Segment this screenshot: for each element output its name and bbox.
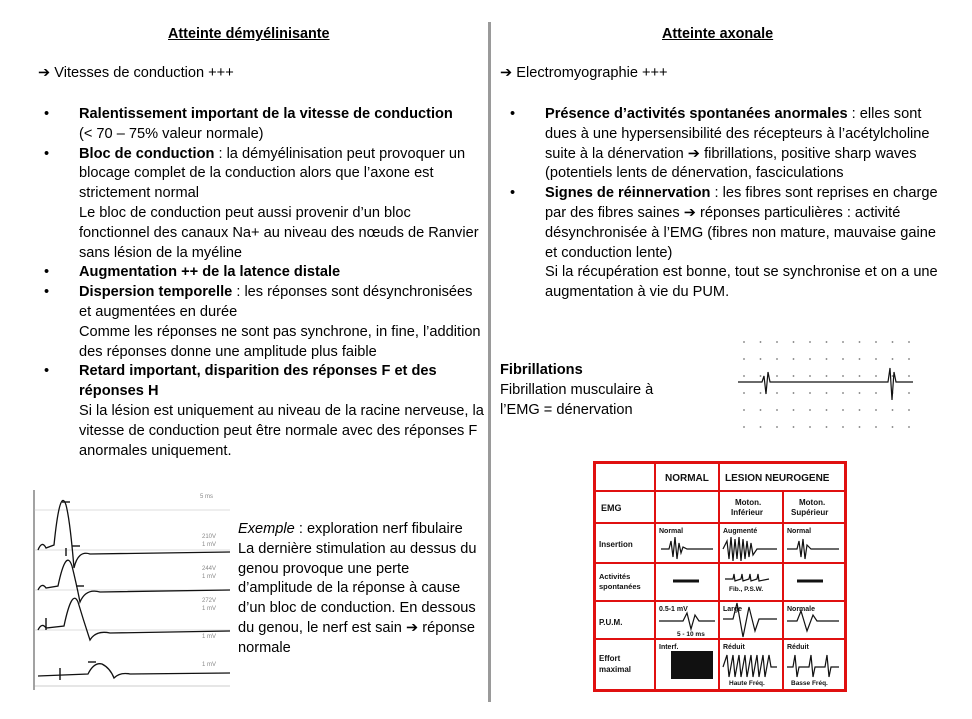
grid-dot <box>859 358 861 360</box>
trace-label: 1 mV <box>202 606 217 612</box>
grid-dot <box>776 341 778 343</box>
list-item: • Bloc de conduction : la démyélinisation peut provoquer un blocage complet de la conduction alors que l’axone est strictement normal Le bloc de conduction peut aussi provenir d’un bloc fonctionnel des canaux Na+ au niveau des nœuds de Ranvier sans lésion de la myéline <box>44 145 479 261</box>
grid-dot <box>743 409 745 411</box>
svg-text:Augmenté: Augmenté <box>723 528 758 535</box>
trace-label: 244V <box>202 566 217 572</box>
grid-dot <box>875 375 877 377</box>
left-bullet-list <box>34 105 484 461</box>
svg-text:maximal: maximal <box>599 665 632 674</box>
grid-dot <box>892 358 894 360</box>
right-heading: Atteinte axonale <box>662 26 774 42</box>
grid-dot <box>842 392 844 394</box>
trace-label: 272V <box>202 598 217 604</box>
left-intro: ➔ Vitesses de conduction +++ <box>38 65 234 81</box>
right-intro: ➔ Electromyographie +++ <box>500 65 668 81</box>
list-item: • Dispersion temporelle : les réponses sont désynchronisées et augmentées en durée Comme les réponses ne sont pas synchrone, in fine, l’addition des réponses donne une amplitude plus faible <box>44 284 481 360</box>
column-divider <box>488 22 491 702</box>
grid-dot <box>826 426 828 428</box>
grid-dot <box>908 341 910 343</box>
grid-dot <box>892 409 894 411</box>
grid-dot <box>776 392 778 394</box>
svg-text:Inférieur: Inférieur <box>731 508 764 517</box>
svg-text:Moton.: Moton. <box>735 498 762 507</box>
grid-dot <box>760 409 762 411</box>
grid-dot <box>908 358 910 360</box>
grid-dot <box>842 426 844 428</box>
row-emg: EMG <box>601 503 622 513</box>
svg-text:0.5-1 mV: 0.5-1 mV <box>659 606 688 613</box>
grid-dot <box>908 375 910 377</box>
grid-dot <box>859 426 861 428</box>
grid-dot <box>875 409 877 411</box>
svg-text:Basse Fréq.: Basse Fréq. <box>791 680 828 687</box>
grid-dot <box>776 426 778 428</box>
grid-dot <box>875 392 877 394</box>
trace-label: 1 mV <box>202 662 217 668</box>
grid-dot <box>809 426 811 428</box>
grid-dot <box>760 341 762 343</box>
grid-dot <box>743 426 745 428</box>
grid-dot <box>859 392 861 394</box>
grid-dot <box>760 358 762 360</box>
example-paragraph: Exemple : exploration nerf fibulaire La dernière stimulation au dessus du genou provoque une perte d’amplitude de la réponse à cause d’un bloc de conduction. En dessous du genou, le nerf est sain ➔ réponse normale <box>238 521 477 656</box>
grid-dot <box>793 358 795 360</box>
list-item: • Ralentissement important de la vitesse de conduction (< 70 – 75% valeur normale) <box>44 106 453 142</box>
svg-text:spontanées: spontanées <box>599 582 641 591</box>
grid-dot <box>842 375 844 377</box>
svg-text:Réduit: Réduit <box>723 644 745 651</box>
grid-dot <box>743 392 745 394</box>
trace-label: 1 mV <box>202 634 217 640</box>
fibrillations-title: Fibrillations <box>500 362 583 378</box>
trace-label: 1 mV <box>202 542 217 548</box>
grid-dot <box>743 375 745 377</box>
grid-dot <box>793 341 795 343</box>
svg-text:Haute Fréq.: Haute Fréq. <box>729 680 765 687</box>
grid-dot <box>826 409 828 411</box>
list-item: • Augmentation ++ de la latence distale <box>44 264 341 281</box>
grid-dot <box>809 392 811 394</box>
grid-dot <box>875 358 877 360</box>
list-item: • Retard important, disparition des réponses F et des réponses H Si la lésion est uniquement au niveau de la racine nerveuse, la vitesse de conduction peut être normale avec des réponses F anormales uniquement. <box>44 363 484 459</box>
grid-dot <box>760 375 762 377</box>
emg-table <box>593 461 847 692</box>
grid-dot <box>892 426 894 428</box>
grid-dot <box>809 358 811 360</box>
grid-dot <box>826 341 828 343</box>
trace-label: 5 ms <box>200 494 214 500</box>
col-lesion: LESION NEUROGENE <box>725 473 830 484</box>
grid-dot <box>809 341 811 343</box>
grid-dot <box>875 341 877 343</box>
grid-dot <box>809 409 811 411</box>
grid-dot <box>776 375 778 377</box>
grid-dot <box>793 409 795 411</box>
grid-dot <box>859 341 861 343</box>
row-label: Activités <box>599 572 631 581</box>
svg-text:Réduit: Réduit <box>787 644 809 651</box>
svg-text:Interf.: Interf. <box>659 644 679 651</box>
grid-dot <box>908 426 910 428</box>
col-normal: NORMAL <box>665 473 709 484</box>
grid-dot <box>793 392 795 394</box>
trace-label: 1 mV <box>202 574 217 580</box>
grid-dot <box>776 358 778 360</box>
svg-text:Moton.: Moton. <box>799 498 826 507</box>
grid-dot <box>875 426 877 428</box>
grid-dot <box>793 375 795 377</box>
svg-text:Fib., P.S.W.: Fib., P.S.W. <box>729 586 764 593</box>
svg-text:Normal: Normal <box>659 528 684 535</box>
nerve-conduction-traces <box>30 490 230 690</box>
row-label: P.U.M. <box>599 618 623 627</box>
list-item: • Signes de réinnervation : les fibres sont reprises en charge par des fibres saines ➔ réponses particulières : activité désynchronisée à l’EMG (fibres non mature, mauvaise gaine et conduction lente) Si la récupération est bonne, tout se synchronise et on a une augmentation à vie du PUM. <box>510 185 938 301</box>
grid-dot <box>776 409 778 411</box>
svg-text:Supérieur: Supérieur <box>791 508 829 517</box>
grid-dot <box>842 341 844 343</box>
grid-dot <box>793 426 795 428</box>
grid-dot <box>743 341 745 343</box>
svg-text:5 - 10 ms: 5 - 10 ms <box>677 631 705 638</box>
fibrillations-block: Fibrillations Fibrillation musculaire à l’EMG = dénervation <box>500 362 654 418</box>
row-label: Insertion <box>599 540 633 549</box>
grid-dot <box>908 392 910 394</box>
grid-dot <box>809 375 811 377</box>
grid-dot <box>760 426 762 428</box>
grid-dot <box>743 358 745 360</box>
grid-dot <box>842 409 844 411</box>
grid-dot <box>859 375 861 377</box>
right-bullet-list <box>500 105 950 303</box>
row-label: Effort <box>599 654 621 663</box>
example-label: Exemple <box>238 521 295 537</box>
left-heading: Atteinte démyélinisante <box>168 26 330 42</box>
fibrillation-trace <box>738 338 913 433</box>
grid-dot <box>826 375 828 377</box>
grid-dot <box>826 358 828 360</box>
grid-dot <box>908 409 910 411</box>
trace-label: 210V <box>202 534 217 540</box>
svg-text:Normal: Normal <box>787 528 812 535</box>
grid-dot <box>842 358 844 360</box>
list-item: • Présence d’activités spontanées anormales : elles sont dues à une hypersensibilité des récepteurs à l’acétylcholine suite à la dénervation ➔ fibrillations, positive sharp waves (potentiels lents de dénervation, fasciculations <box>510 106 930 182</box>
grid-dot <box>859 409 861 411</box>
grid-dot <box>892 341 894 343</box>
grid-dot <box>826 392 828 394</box>
svg-text:Normale: Normale <box>787 606 816 613</box>
svg-text:Large: Large <box>723 606 743 613</box>
grid-dot <box>760 392 762 394</box>
